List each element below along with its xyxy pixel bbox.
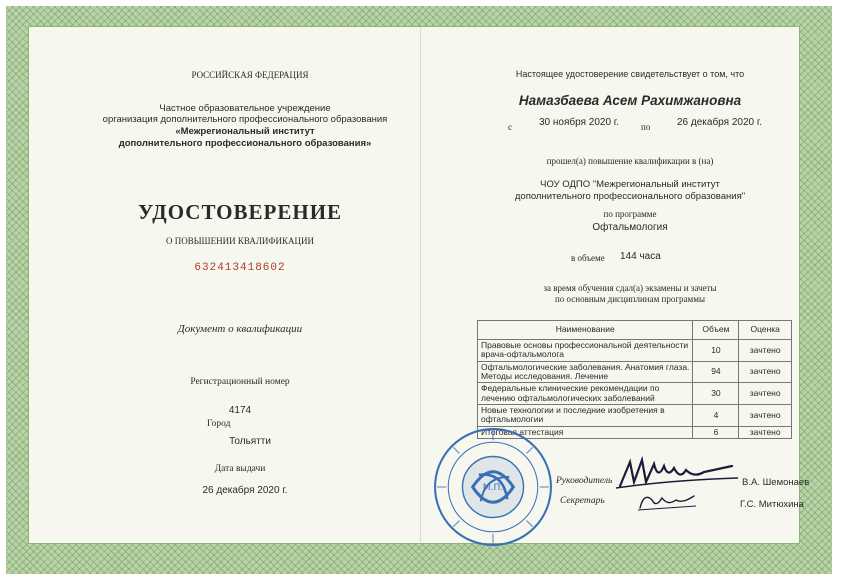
intro-text: Настоящее удостоверение свидетельствует о том, что — [515, 69, 745, 79]
table-row — [478, 340, 792, 362]
subject-volume: 4 — [693, 405, 739, 427]
director-signature — [612, 452, 742, 492]
subject-name: Новые технологии и последние изобретения в офтальмологии — [478, 405, 693, 427]
city-label: Город — [207, 419, 231, 429]
subject-volume: 94 — [693, 361, 739, 383]
center-fold — [420, 26, 421, 542]
passed-text: прошел(а) повышение квалификации в (на) — [546, 156, 714, 166]
doc-type: Документ о квалификации — [177, 323, 303, 335]
to-label: по — [641, 122, 651, 132]
director-name: В.А. Шемонаев — [742, 477, 810, 488]
institution-line-2: дополнительного профессионального образования" — [514, 191, 746, 202]
official-stamp — [432, 426, 554, 548]
table-row — [478, 383, 792, 405]
subject-name: Итоговая аттестация — [478, 426, 693, 438]
doc-title: УДОСТОВЕРЕНИЕ — [137, 200, 343, 224]
issue-date-label: Дата выдачи — [214, 464, 266, 474]
subject-grade: зачтено — [739, 361, 792, 383]
reg-number: 4174 — [228, 405, 252, 416]
to-date: 26 декабря 2020 г. — [677, 117, 763, 128]
secretary-signature — [634, 488, 704, 514]
header-volume: Объем — [693, 321, 739, 340]
org-line-2: организация дополнительного профессионального образования — [102, 114, 388, 125]
director-label: Руководитель — [556, 476, 613, 486]
subject-volume: 30 — [693, 383, 739, 405]
table-row — [478, 405, 792, 427]
org-line-3: «Межрегиональный институт — [175, 126, 315, 137]
subject-grade: зачтено — [739, 426, 792, 438]
table-row — [478, 361, 792, 383]
subject-grade: зачтено — [739, 340, 792, 362]
secretary-name: Г.С. Митюхина — [740, 499, 804, 510]
subject-grade: зачтено — [739, 405, 792, 427]
subject-name: Правовые основы профессиональной деятельности врача-офтальмолога — [478, 340, 693, 362]
program-name: Офтальмология — [592, 222, 668, 233]
from-date: 30 ноября 2020 г. — [539, 117, 619, 128]
subject-name: Федеральные клинические рекомендации по лечению офтальмологических заболеваний — [478, 383, 693, 405]
serial-number: 632413418602 — [194, 262, 286, 274]
org-line-1: Частное образовательное учреждение — [159, 103, 331, 114]
header-grade: Оценка — [739, 321, 792, 340]
from-label: с — [508, 122, 512, 132]
country-label: РОССИЙСКАЯ ФЕДЕРАЦИЯ — [191, 70, 309, 80]
exams-line-2: по основным дисциплинам программы — [554, 294, 705, 304]
volume-value: 144 часа — [620, 251, 661, 262]
subject-grade: зачтено — [739, 383, 792, 405]
header-name: Наименование — [478, 321, 693, 340]
volume-label: в объеме — [571, 253, 605, 263]
program-label: по программе — [603, 209, 657, 219]
stamp-center-text: М.П. — [482, 483, 504, 494]
subject-volume: 6 — [693, 426, 739, 438]
table-header-row — [478, 321, 792, 340]
secretary-label: Секретарь — [560, 496, 605, 506]
reg-number-label: Регистрационный номер — [190, 377, 290, 387]
institution-line-1: ЧОУ ОДПО "Межрегиональный институт — [540, 179, 720, 190]
city-value: Тольятти — [229, 436, 271, 447]
subjects-table — [477, 320, 792, 439]
subject-volume: 10 — [693, 340, 739, 362]
subject-name: Офтальмологические заболевания. Анатомия глаза. Методы исследования. Лечение — [478, 361, 693, 383]
holder-name: Намазбаева Асем Рахимжановна — [518, 93, 742, 108]
exams-line-1: за время обучения сдал(а) экзамены и зачеты — [543, 283, 717, 293]
doc-subtitle: О ПОВЫШЕНИИ КВАЛИФИКАЦИИ — [165, 236, 315, 246]
org-line-4: дополнительного профессионального образования» — [118, 138, 372, 149]
issue-date: 26 декабря 2020 г. — [202, 485, 288, 496]
